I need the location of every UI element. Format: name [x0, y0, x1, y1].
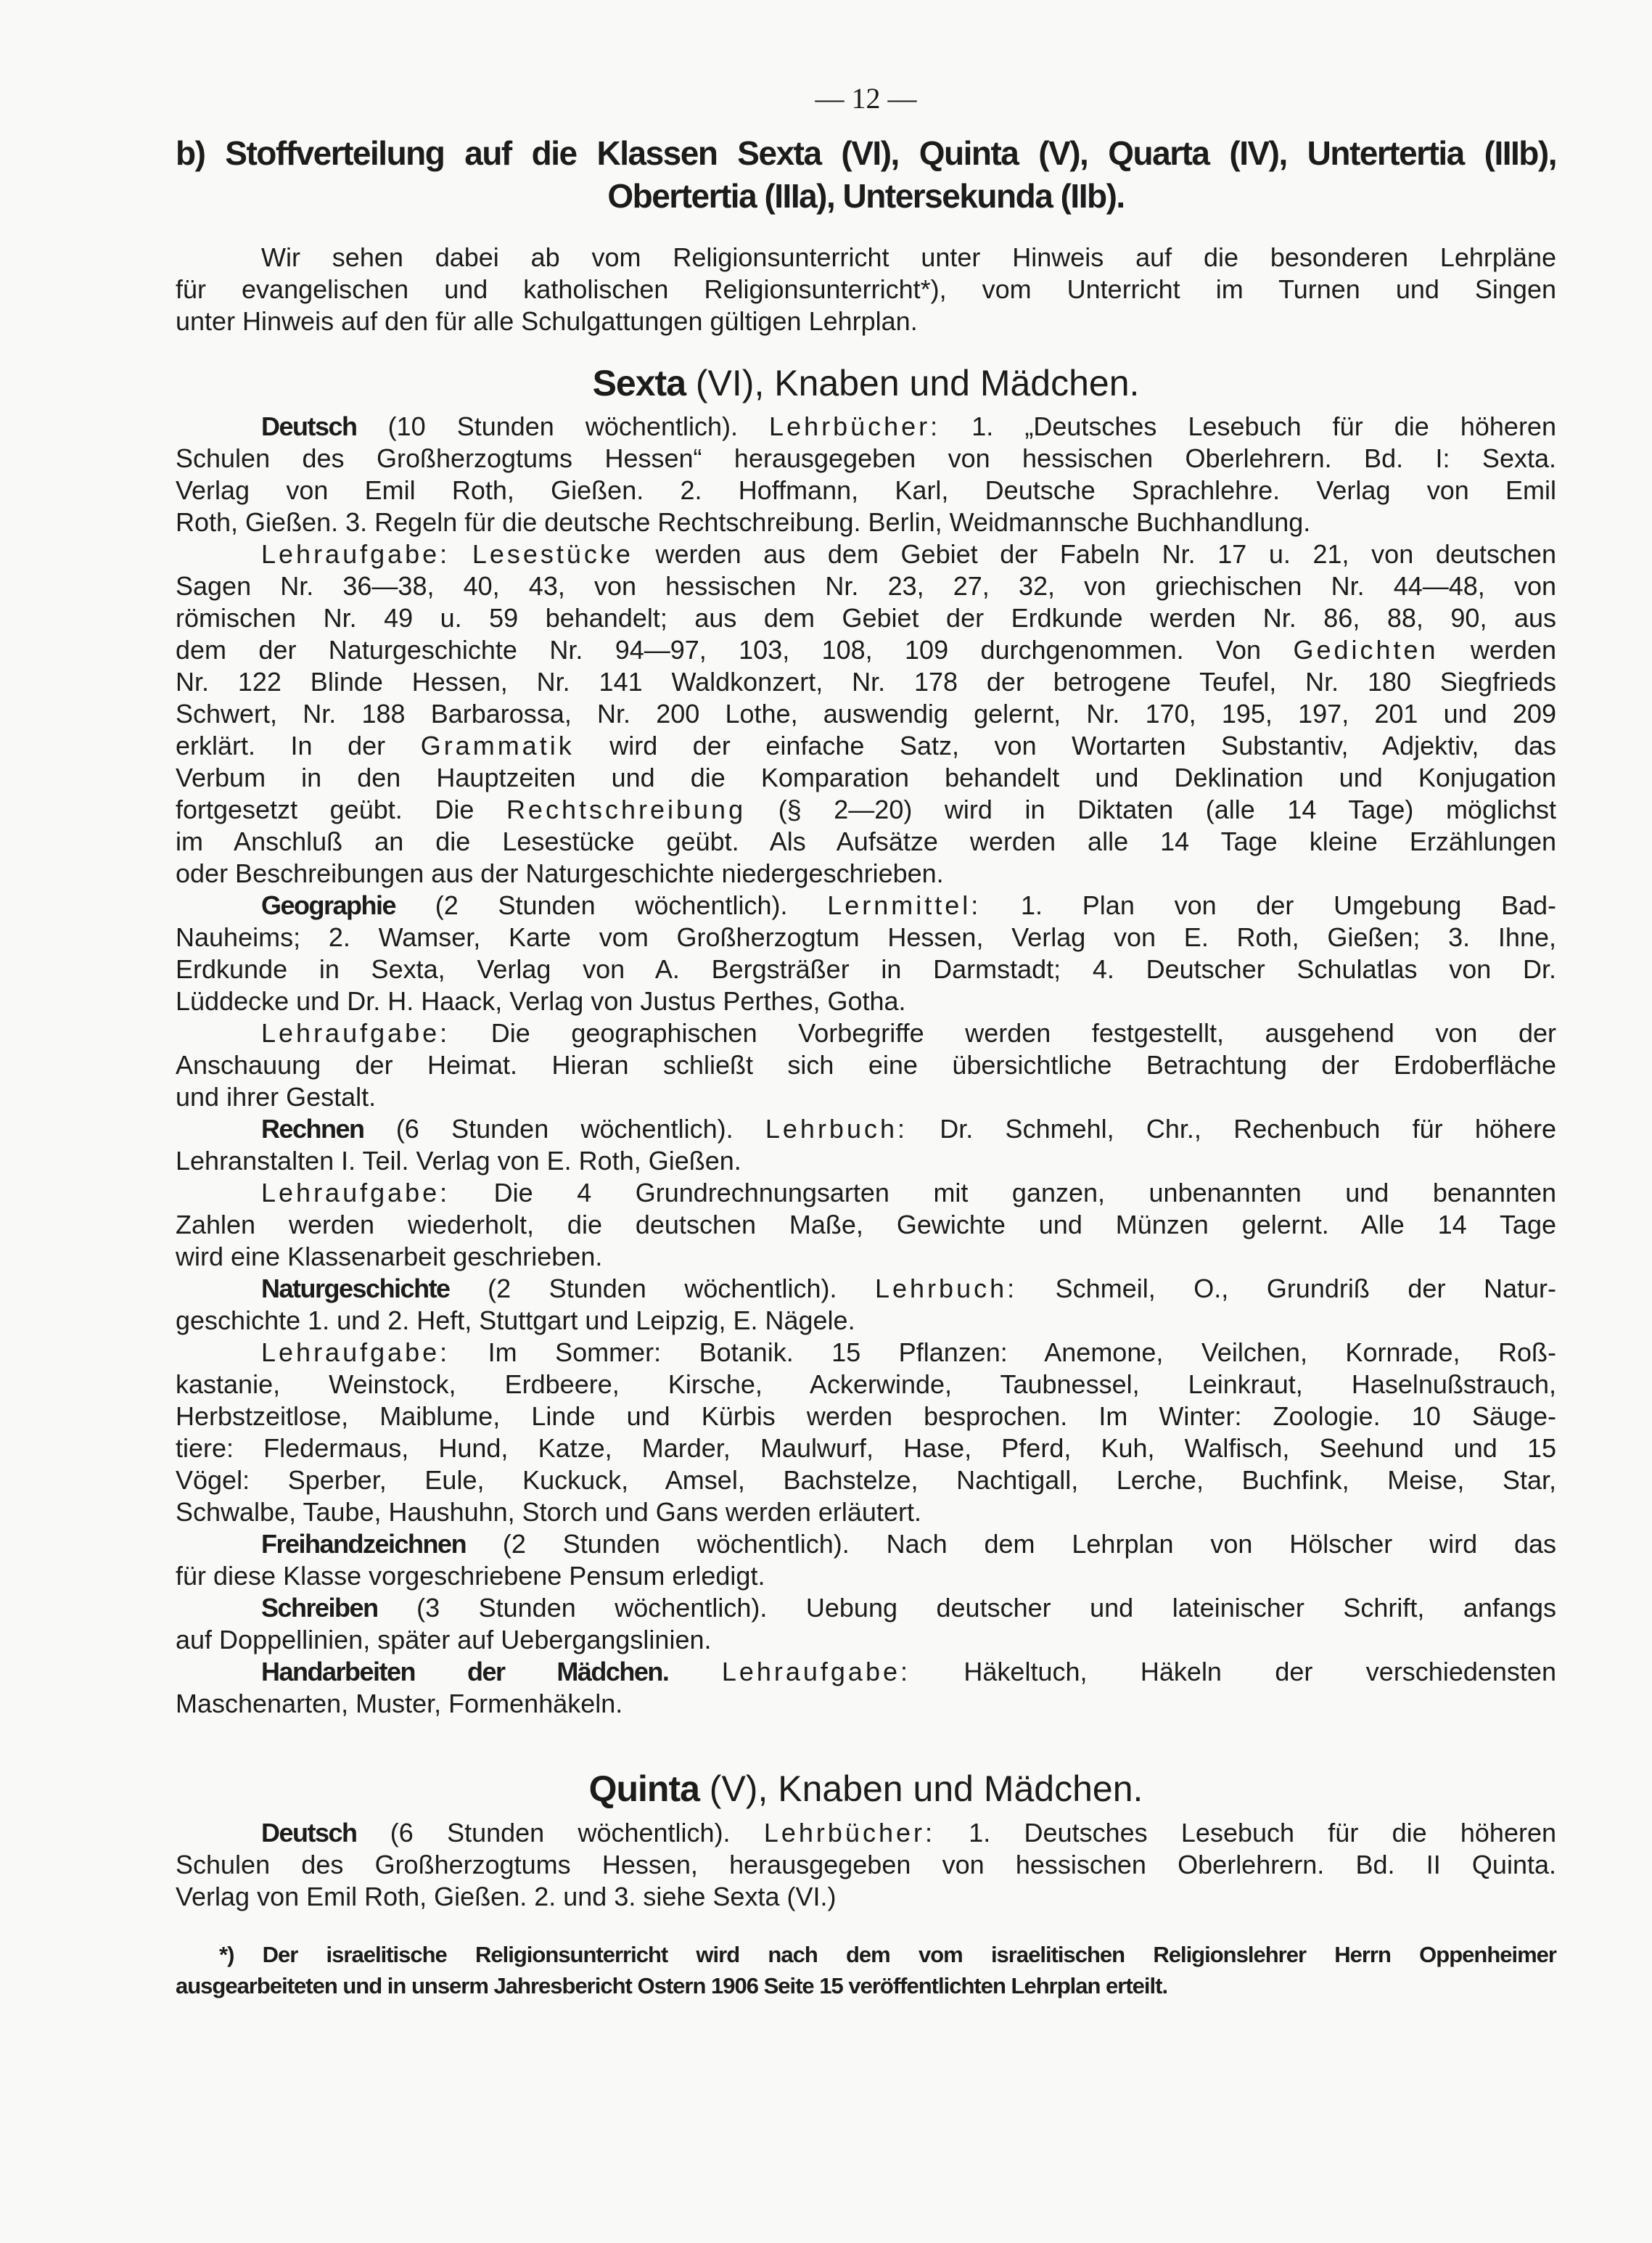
text-run: Schmeil, O., Grundriß der Natur- — [1017, 1274, 1556, 1303]
text-line — [176, 1496, 1556, 1528]
text-line — [176, 1656, 1556, 1688]
text-run: Verbum in den Hauptzeiten und die Komparation behandelt und Deklination und Konjugation — [176, 763, 1556, 792]
text-run: (2 Stunden wöchentlich). Nach dem Lehrplan von Hölscher wird das — [466, 1529, 1556, 1559]
text-line — [176, 1401, 1556, 1432]
text-line — [176, 1049, 1556, 1081]
text-line — [176, 1241, 1556, 1273]
text-run: Dr. Schmehl, Chr., Rechenbuch für höhere — [908, 1114, 1556, 1144]
spaced-term: Grammatik — [420, 731, 575, 760]
text-run: Verlag von Emil Roth, Gießen. 2. Hoffmann, Karl, Deutsche Sprachlehre. Verlag von Emil — [176, 475, 1556, 505]
text-line — [176, 826, 1556, 858]
text-line — [176, 475, 1556, 507]
section-heading-line-2: Obertertia (IIIa), Untersekunda (IIb). — [607, 177, 1125, 215]
text-run: Schwalbe, Taube, Haushuhn, Storch und Gans werden erläutert. — [176, 1497, 921, 1527]
text-run: fortgesetzt geübt. Die — [176, 795, 506, 824]
text-run: geschichte 1. und 2. Heft, Stuttgart und Leipzig, E. Nägele. — [176, 1305, 855, 1335]
text-run: werden — [1438, 635, 1556, 665]
text-line — [176, 1432, 1556, 1464]
text-line — [176, 922, 1556, 954]
paragraph — [176, 1337, 1556, 1528]
text-line — [176, 538, 1556, 570]
subject-label: Rechnen — [261, 1114, 364, 1144]
text-line — [176, 306, 1556, 337]
text-run: (6 Stunden wöchentlich). — [363, 1114, 765, 1144]
text-run: und ihrer Gestalt. — [176, 1082, 377, 1112]
text-line — [176, 1017, 1556, 1049]
text-line — [176, 1369, 1556, 1401]
text-run: Die geographischen Vorbegriffe werden festgestellt, ausgehend von der — [450, 1018, 1556, 1048]
spaced-term: Lehrbuch: — [875, 1274, 1018, 1303]
text-run — [450, 539, 472, 569]
page-number: — 12 — — [815, 82, 917, 115]
text-run: (6 Stunden wöchentlich). — [356, 1818, 764, 1848]
text-run: Lüddecke und Dr. H. Haack, Verlag von Justus Perthes, Gotha. — [176, 986, 906, 1016]
quinta-heading — [176, 1767, 1556, 1811]
text-run: werden aus dem Gebiet der Fabeln Nr. 17 u. 21, von deutschen — [633, 539, 1556, 569]
paragraph — [176, 1592, 1556, 1656]
paragraph — [176, 1817, 1556, 1913]
text-run: 1. Plan von der Umgebung Bad- — [981, 890, 1557, 920]
subject-label: Deutsch — [261, 1818, 357, 1848]
text-run: im Anschluß an die Lesestücke geübt. Als Aufsätze werden alle 14 Tage kleine Erzählungen — [176, 827, 1556, 856]
text-line — [176, 1305, 1556, 1337]
text-line — [176, 1528, 1556, 1560]
text-run: römischen Nr. 49 u. 59 behandelt; aus dem Gebiet der Erdkunde werden Nr. 86, 88, 90, aus — [176, 603, 1556, 633]
text-run: dem der Naturgeschichte Nr. 94—97, 103, 108, 109 durchgenommen. Von — [176, 635, 1294, 665]
text-run: wird eine Klassenarbeit geschrieben. — [176, 1242, 603, 1271]
spaced-term: Lehrbuch: — [765, 1114, 908, 1144]
text-line — [176, 602, 1556, 634]
text-line — [176, 1592, 1556, 1624]
spaced-term: Lehraufgabe: — [261, 1018, 451, 1048]
intro-paragraph — [176, 242, 1556, 337]
text-run: auf Doppellinien, später auf Uebergangslinien. — [176, 1625, 712, 1654]
sexta-heading-subtitle: (VI), Knaben und Mädchen. — [686, 363, 1140, 403]
text-run: (2 Stunden wöchentlich). — [449, 1274, 875, 1303]
text-run: Nauheims; 2. Wamser, Karte vom Großherzogtum Hessen, Verlag von E. Roth, Gießen; 3. Ihne, — [176, 922, 1556, 952]
text-run: Wir sehen dabei ab vom Religionsunterricht unter Hinweis auf die besonderen Lehrpläne — [261, 242, 1556, 272]
sexta-heading — [176, 361, 1556, 405]
paragraph — [176, 538, 1556, 890]
text-line — [176, 890, 1556, 922]
spaced-term: Gedichten — [1293, 635, 1439, 665]
section-heading-line-1: b) Stoffverteilung auf die Klassen Sexta (VI), Quinta (V), Quarta (IV), Untertertia (IIIb), — [176, 134, 1556, 172]
text-line — [176, 1081, 1556, 1113]
text-run: erklärt. In der — [176, 731, 421, 760]
spaced-term: Lehrbücher: — [763, 1818, 935, 1848]
text-run: Schulen des Großherzogtums Hessen“ herausgegeben von hessischen Oberlehrern. Bd. I: Sexta. — [176, 443, 1556, 473]
text-run: (2 Stunden wöchentlich). — [395, 890, 828, 920]
text-run: Nr. 122 Blinde Hessen, Nr. 141 Waldkonzert, Nr. 178 der betrogene Teufel, Nr. 180 Siegfrieds — [176, 667, 1556, 697]
paragraph — [176, 411, 1556, 538]
text-run: (10 Stunden wöchentlich). — [356, 411, 770, 441]
paragraph — [176, 1017, 1556, 1113]
sexta-heading-title: Sexta — [592, 363, 686, 403]
text-run: Schwert, Nr. 188 Barbarossa, Nr. 200 Lothe, auswendig gelernt, Nr. 170, 195, 197, 201 und 209 — [176, 699, 1556, 729]
paragraph — [176, 1113, 1556, 1177]
subject-label: Deutsch — [261, 411, 357, 441]
text-line — [176, 1817, 1556, 1849]
text-line — [176, 954, 1556, 985]
text-line — [176, 274, 1556, 306]
text-run: Die 4 Grundrechnungsarten mit ganzen, unbenannten und benannten — [450, 1178, 1556, 1207]
spaced-term: Lesestücke — [472, 539, 633, 569]
spaced-term: Lehrbücher: — [769, 411, 941, 441]
text-run: Maschenarten, Muster, Formenhäkeln. — [176, 1689, 623, 1718]
text-run — [668, 1657, 721, 1686]
spaced-term: Lehraufgabe: — [261, 539, 451, 569]
paragraph — [176, 1273, 1556, 1337]
text-line — [176, 411, 1556, 443]
text-run: Vögel: Sperber, Eule, Kuckuck, Amsel, Bachstelze, Nachtigall, Lerche, Buchfink, Meise, Star, — [176, 1465, 1556, 1495]
text-line — [176, 634, 1556, 666]
paragraph — [176, 1656, 1556, 1720]
text-run: für diese Klasse vorgeschriebene Pensum erledigt. — [176, 1561, 765, 1591]
section-heading — [176, 132, 1556, 218]
spaced-term: Lernmittel: — [827, 890, 982, 920]
subject-label: Geographie — [261, 890, 396, 920]
text-line — [176, 730, 1556, 762]
text-run: Im Sommer: Botanik. 15 Pflanzen: Anemone, Veilchen, Kornrade, Roß- — [450, 1337, 1556, 1367]
subject-label: Handarbeiten der Mädchen. — [261, 1657, 669, 1686]
text-line — [176, 570, 1556, 602]
text-run: Herbstzeitlose, Maiblume, Linde und Kürbis werden besprochen. Im Winter: Zoologie. 10 Säuge- — [176, 1401, 1556, 1431]
text-run: Häkeltuch, Häkeln der verschiedensten — [911, 1657, 1556, 1686]
text-run: Roth, Gießen. 3. Regeln für die deutsche Rechtschreibung. Berlin, Weidmannsche Buchhandlung. — [176, 507, 1311, 537]
text-run: 1. „Deutsches Lesebuch für die höheren — [940, 411, 1556, 441]
text-line — [176, 1273, 1556, 1305]
text-line — [176, 1849, 1556, 1881]
text-line — [176, 858, 1556, 890]
quinta-body — [176, 1817, 1556, 1913]
spaced-term: Lehraufgabe: — [261, 1337, 451, 1367]
spaced-term: Lehraufgabe: — [261, 1178, 451, 1207]
text-run: *) Der israelitische Religionsunterricht wird nach dem vom israelitischen Religionslehrer Herrn Oppenheimer — [219, 1942, 1556, 1967]
text-run: ausgearbeiteten und in unserm Jahresbericht Ostern 1906 Seite 15 veröffentlichten Lehrplan erteilt. — [176, 1973, 1168, 1998]
text-line — [176, 762, 1556, 794]
text-run: Anschauung der Heimat. Hieran schließt sich eine übersichtliche Betrachtung der Erdoberfläche — [176, 1050, 1556, 1080]
text-line — [176, 1209, 1556, 1241]
paragraph — [176, 1528, 1556, 1592]
text-run: oder Beschreibungen aus der Naturgeschichte niedergeschrieben. — [176, 858, 944, 888]
paragraph — [176, 890, 1556, 1017]
text-run: Zahlen werden wiederholt, die deutschen Maße, Gewichte und Münzen gelernt. Alle 14 Tage — [176, 1210, 1556, 1239]
spaced-term: Rechtschreibung — [506, 795, 747, 824]
text-run: Verlag von Emil Roth, Gießen. 2. und 3. siehe Sexta (VI.) — [176, 1882, 837, 1911]
text-line — [176, 1177, 1556, 1209]
subject-label: Freihandzeichnen — [261, 1529, 467, 1559]
text-run: für evangelischen und katholischen Religionsunterricht*), vom Unterricht im Turnen und Singen — [176, 274, 1556, 304]
paragraph — [176, 1177, 1556, 1273]
text-run: wird der einfache Satz, von Wortarten Substantiv, Adjektiv, das — [574, 731, 1556, 760]
text-line — [176, 985, 1556, 1017]
text-run: tiere: Fledermaus, Hund, Katze, Marder, Maulwurf, Hase, Pferd, Kuh, Walfisch, Seehund und 15 — [176, 1433, 1556, 1463]
subject-label: Naturgeschichte — [261, 1274, 450, 1303]
text-run: 1. Deutsches Lesebuch für die höheren — [934, 1818, 1557, 1848]
text-run: (§ 2—20) wird in Diktaten (alle 14 Tage) möglichst — [746, 795, 1556, 824]
text-line — [176, 443, 1556, 475]
text-run: Erdkunde in Sexta, Verlag von A. Bergsträßer in Darmstadt; 4. Deutscher Schulatlas von Dr. — [176, 954, 1556, 984]
quinta-heading-subtitle: (V), Knaben und Mädchen. — [699, 1768, 1143, 1809]
text-line — [176, 1145, 1556, 1177]
text-line — [176, 1881, 1556, 1913]
subject-label: Schreiben — [261, 1593, 378, 1623]
spaced-term: Lehraufgabe: — [721, 1657, 911, 1686]
text-run: kastanie, Weinstock, Erdbeere, Kirsche, Ackerwinde, Taubnessel, Leinkraut, Haselnußstrauch, — [176, 1369, 1556, 1399]
text-run: Sagen Nr. 36—38, 40, 43, von hessischen Nr. 23, 27, 32, von griechischen Nr. 44—48, von — [176, 571, 1556, 601]
text-line — [176, 1560, 1556, 1592]
text-run: Schulen des Großherzogtums Hessen, herausgegeben von hessischen Oberlehrern. Bd. II Quinta. — [176, 1850, 1556, 1879]
text-run: unter Hinweis auf den für alle Schulgattungen gültigen Lehrplan. — [176, 306, 918, 336]
sexta-body — [176, 411, 1556, 1720]
text-run: Lehranstalten I. Teil. Verlag von E. Roth, Gießen. — [176, 1146, 741, 1176]
text-line — [176, 1113, 1556, 1145]
text-line — [176, 1337, 1556, 1369]
text-line — [176, 1624, 1556, 1656]
text-line — [176, 1970, 1556, 2001]
footnote — [176, 1939, 1556, 2001]
text-run: (3 Stunden wöchentlich). Uebung deutscher und lateinischer Schrift, anfangs — [377, 1593, 1556, 1623]
quinta-heading-title: Quinta — [588, 1768, 699, 1809]
text-line — [176, 1688, 1556, 1720]
text-line — [176, 242, 1556, 274]
text-line — [176, 1939, 1556, 1970]
text-line — [176, 794, 1556, 826]
text-line — [176, 698, 1556, 730]
text-line — [176, 507, 1556, 538]
text-line — [176, 1464, 1556, 1496]
text-line — [176, 666, 1556, 698]
